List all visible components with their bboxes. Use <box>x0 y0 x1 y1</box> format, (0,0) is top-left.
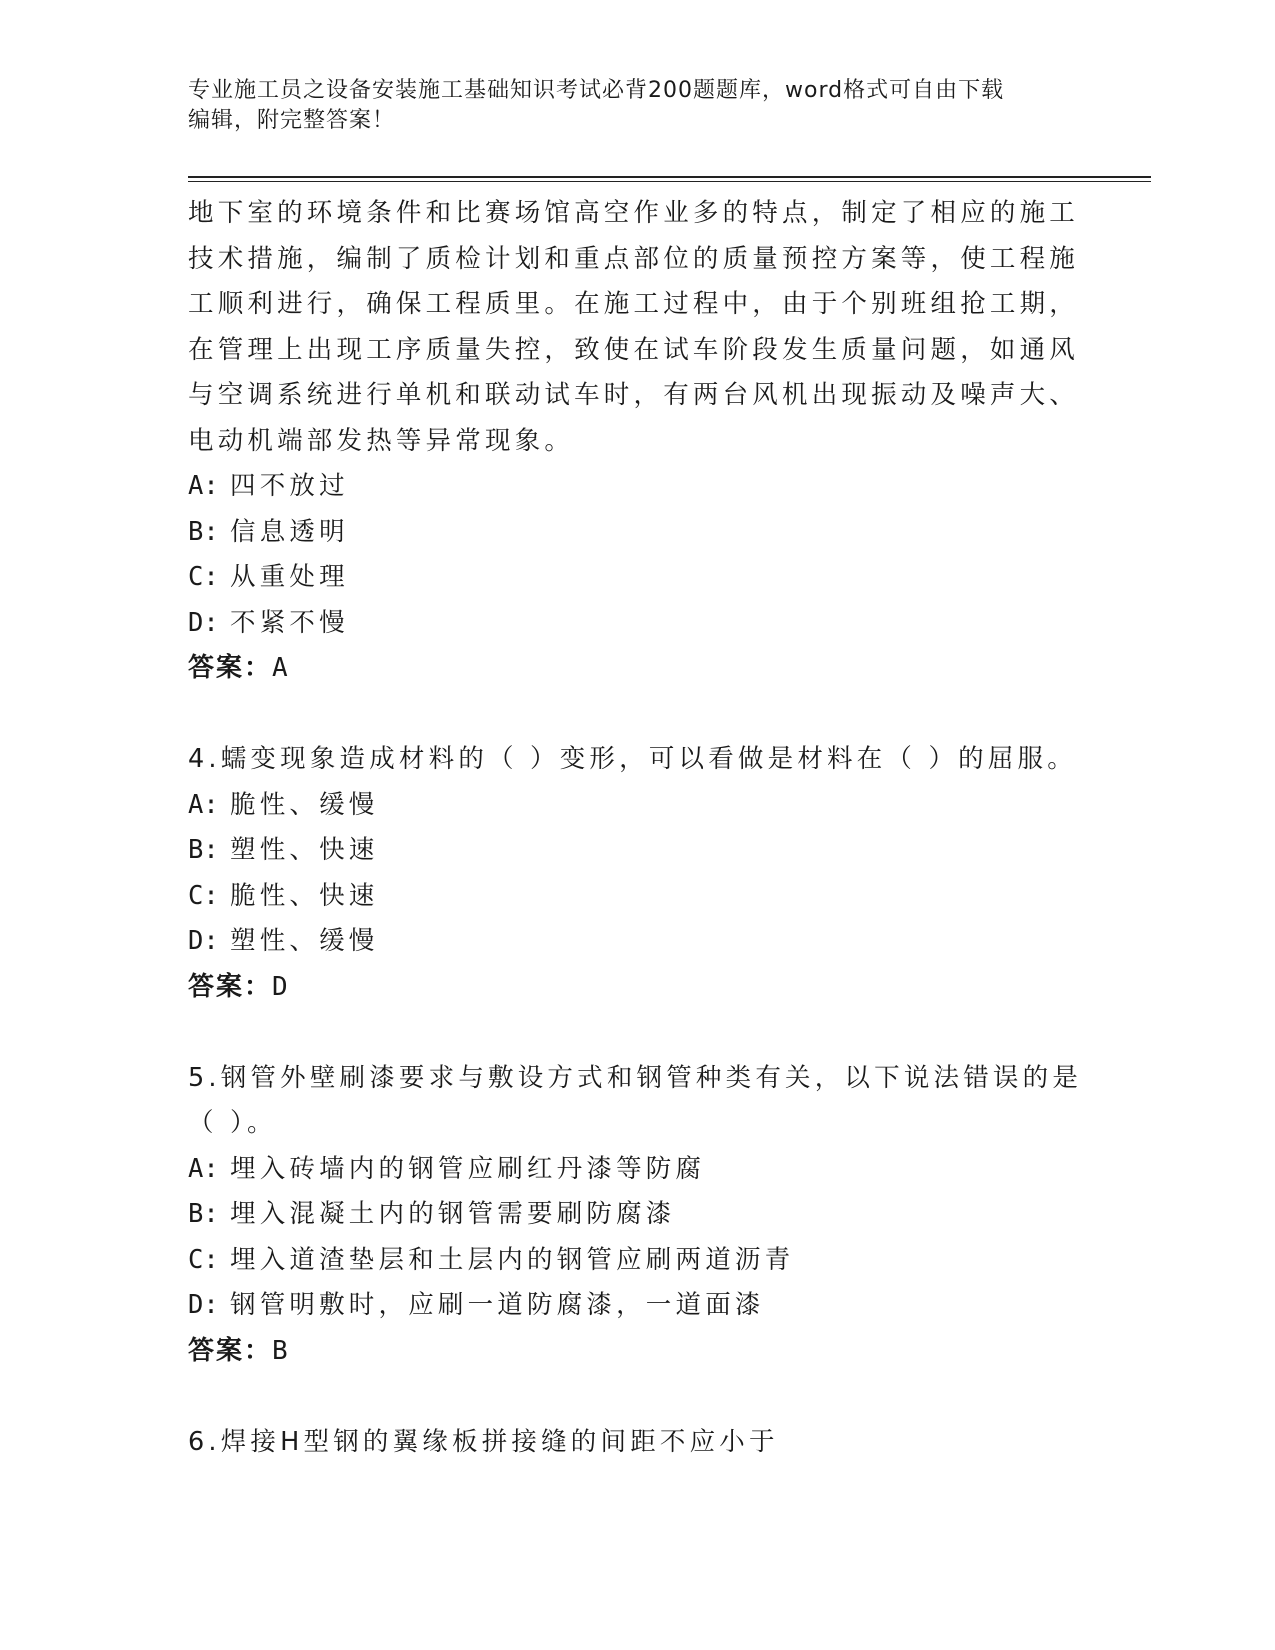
question-6 <box>188 1420 1088 1466</box>
answer-label: 答案： <box>188 971 273 1002</box>
option-b <box>188 510 1088 556</box>
question-spacer <box>188 1010 1088 1056</box>
question-5 <box>188 1056 1088 1375</box>
option-text: 埋入道渣垫层和土层内的钢管应刷两道沥青 <box>230 1244 795 1275</box>
answer-label: 答案： <box>188 1335 273 1366</box>
option-a <box>188 1147 1088 1193</box>
question-spacer <box>188 692 1088 738</box>
option-letter: C: <box>188 880 219 911</box>
header-title-line-1: 专业施工员之设备安装施工基础知识考试必背200题题库，word格式可自由下载 <box>188 78 1005 103</box>
option-text: 钢管明敷时，应刷一道防腐漆，一道面漆 <box>230 1290 765 1320</box>
question-text-line: 5.钢管外壁刷漆要求与敷设方式和钢管种类有关，以下说法错误的是 <box>188 1062 1083 1093</box>
question-spacer <box>188 1374 1088 1420</box>
header-divider-thick <box>188 176 1151 178</box>
option-text: 四不放过 <box>230 471 349 501</box>
header-title-line-2: 编辑，附完整答案！ <box>188 108 396 133</box>
option-text: 埋入混凝土内的钢管需要刷防腐漆 <box>230 1199 676 1229</box>
question-text-line: （ ）。 <box>188 1108 277 1138</box>
option-letter: C: <box>188 1244 219 1275</box>
option-letter: B: <box>188 1199 219 1229</box>
option-c <box>188 1238 1088 1284</box>
question-text-line: 6.焊接H型钢的翼缘板拼接缝的间距不应小于 <box>188 1426 779 1457</box>
option-a <box>188 464 1088 510</box>
option-letter: D: <box>188 1290 219 1320</box>
option-text: 不紧不慢 <box>230 607 349 638</box>
option-letter: A: <box>188 471 219 501</box>
option-d <box>188 919 1088 965</box>
option-c <box>188 874 1088 920</box>
question-4 <box>188 737 1088 1010</box>
option-letter: D: <box>188 926 219 956</box>
question-text-line: 与空调系统进行单机和联动试车时，有两台风机出现振动及噪声大、 <box>188 380 1080 410</box>
option-b <box>188 828 1088 874</box>
option-b <box>188 1192 1088 1238</box>
option-text: 埋入砖墙内的钢管应刷红丹漆等防腐 <box>230 1153 706 1184</box>
answer-value: B <box>272 1335 290 1366</box>
answer-label: 答案： <box>188 653 273 683</box>
option-letter: D: <box>188 607 219 638</box>
option-text: 塑性、缓慢 <box>230 926 379 956</box>
header-divider-thin <box>188 181 1151 182</box>
answer-value: A <box>272 653 290 683</box>
option-c <box>188 555 1088 601</box>
option-d <box>188 601 1088 647</box>
answer-line <box>188 646 1088 692</box>
option-text: 脆性、快速 <box>230 880 379 911</box>
option-letter: C: <box>188 562 219 592</box>
option-letter: B: <box>188 516 219 547</box>
option-text: 信息透明 <box>230 516 349 547</box>
option-letter: B: <box>188 835 219 865</box>
option-a <box>188 783 1088 829</box>
question-text-line: 电动机端部发热等异常现象。 <box>188 425 575 456</box>
question-3 <box>188 191 1088 692</box>
document-header <box>188 76 1068 136</box>
question-text-line: 工顺利进行，确保工程质里。在施工过程中，由于个别班组抢工期， <box>188 289 1080 319</box>
answer-line <box>188 1329 1088 1375</box>
question-text-line: 地下室的环境条件和比赛场馆高空作业多的特点，制定了相应的施工 <box>188 198 1080 228</box>
answer-value: D <box>272 971 290 1002</box>
option-letter: A: <box>188 789 219 820</box>
option-text: 从重处理 <box>230 562 349 592</box>
document-body <box>188 191 1088 1465</box>
question-text-line: 在管理上出现工序质量失控，致使在试车阶段发生质量问题，如通风 <box>188 334 1080 365</box>
option-d <box>188 1283 1088 1329</box>
option-text: 脆性、缓慢 <box>230 789 379 820</box>
question-text-line: 技术措施，编制了质检计划和重点部位的质量预控方案等，使工程施 <box>188 243 1080 274</box>
question-text-line: 4.蠕变现象造成材料的（ ）变形，可以看做是材料在（ ）的屈服。 <box>188 744 1077 774</box>
answer-line <box>188 965 1088 1011</box>
option-text: 塑性、快速 <box>230 835 379 865</box>
option-letter: A: <box>188 1153 219 1184</box>
